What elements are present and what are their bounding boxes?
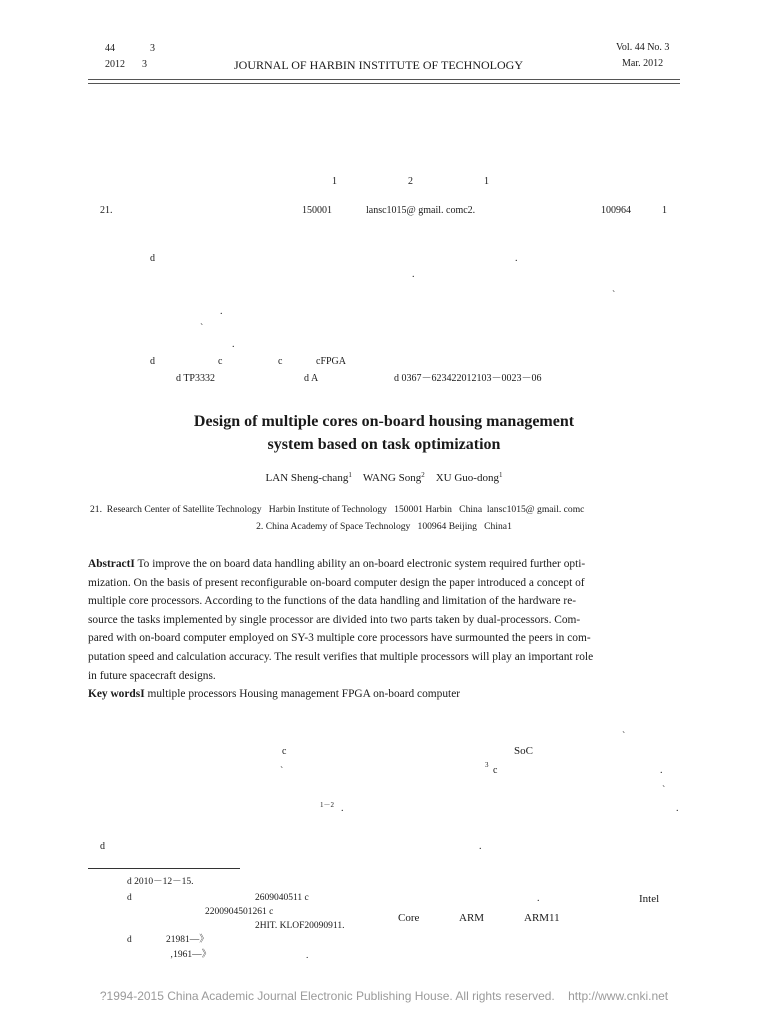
header-rule-top (88, 79, 680, 80)
footnote-author-year: 21981—》 (166, 935, 209, 945)
paper-title-line2: system based on task optimization (267, 436, 501, 453)
cn-keyword-frag: c (278, 356, 283, 367)
cn-keyword-frag: c (218, 356, 223, 367)
footnote-grant: 2200904501261 c (205, 907, 274, 917)
cn-abstract-frag: ` (612, 290, 616, 301)
right-col-frag: Intel (639, 893, 660, 905)
right-col-frag: . (537, 893, 540, 904)
affiliation-line1: 21. Research Center of Satellite Technology Harbin Institute of Technology 150001 Harbin China lansc1015@ gmail. comc (90, 504, 585, 515)
cn-abstract-frag: ` (200, 323, 204, 334)
body-frag: ` (662, 785, 666, 796)
cn-article-id: d 0367－623422012103－0023－06 (394, 373, 542, 384)
body-frag: ` (280, 766, 284, 777)
author-sup: 2 (421, 471, 425, 479)
body-frag: . (676, 803, 679, 814)
header-no: 3 (150, 43, 155, 54)
cn-doc-code: d A (304, 373, 319, 384)
cn-abstract-frag: . (515, 253, 518, 264)
author-line (0, 473, 768, 484)
body-frag: . (479, 841, 482, 852)
cn-keyword-frag: cFPGA (316, 356, 347, 367)
footnote-frag: d (127, 935, 132, 945)
body-frag: . (341, 803, 344, 814)
cn-affil-email: lansc1015@ gmail. comc2. (366, 205, 476, 216)
cn-author-sup: 1 (484, 176, 489, 187)
body-frag-sup: 3 (485, 761, 489, 769)
keywords-label: Key wordsI (88, 688, 145, 700)
cn-affil: 150001 (302, 205, 332, 216)
keywords-text: multiple processors Housing management FPGA on-board computer (147, 688, 461, 700)
cn-author-sup: 1 (332, 176, 337, 187)
cn-abstract-frag: d (150, 253, 155, 264)
body-frag: c (493, 765, 498, 776)
right-col-frag: Core (398, 912, 420, 924)
abstract-line: AbstractI To improve the on board data handling ability an on-board electronic system required further opti- (88, 558, 586, 570)
cn-abstract-frag: . (412, 269, 415, 280)
abstract (88, 555, 682, 685)
footnote-rule (88, 868, 240, 869)
header-vol-en: Vol. 44 No. 3 (616, 42, 670, 53)
abstract-line: multiple core processors. According to the functions of the data handling and limitation of the hardware re- (88, 595, 577, 608)
cn-abstract-frag: . (220, 306, 223, 317)
header-year: 2012 (105, 59, 125, 70)
footnote-grant: 2609040511 c (255, 893, 309, 903)
author-sup: 1 (498, 471, 503, 479)
body-frag: ` (622, 731, 626, 742)
copyright-footer: ?1994-2015 China Academic Journal Electronic Publishing House. All rights reserved. http://www.cnki.net (99, 989, 669, 1003)
abstract-line: mization. On the basis of present reconfigurable on-board computer design the paper introduced a concept of (88, 576, 585, 589)
abstract-line: source the tasks implemented by single processor are divided into two parts taken by dual-processors. Com- (88, 613, 581, 626)
abstract-line: in future spacecraft designs. (88, 669, 216, 682)
author-name: WANG Song (362, 472, 422, 484)
cn-class-number: d TP3332 (176, 373, 215, 384)
header-month: 3 (142, 59, 147, 70)
abstract-label: AbstractI (88, 558, 135, 570)
cn-affil: 21. (100, 205, 113, 216)
footnote-received: d 2010－12－15. (127, 877, 194, 887)
author-name: LAN Sheng-chang (265, 472, 349, 484)
body-frag: c (282, 746, 287, 757)
footnote-frag: d (127, 893, 132, 903)
journal-title: JOURNAL OF HARBIN INSTITUTE OF TECHNOLOGY (234, 58, 523, 72)
affiliation-line2: 2. China Academy of Space Technology 100964 Beijing China1 (256, 521, 512, 532)
footnote-author-year: ‚1961—》 (170, 950, 212, 960)
footnote-grant: 2HIT. KLOF20090911. (255, 921, 345, 931)
right-col-frag: ARM11 (524, 912, 560, 924)
header-rule-bottom (88, 83, 680, 84)
body-frag: . (660, 765, 663, 776)
abstract-line: putation speed and calculation accuracy. The result verifies that multiple processors will play an important role (88, 650, 594, 663)
cn-author-sup: 2 (408, 176, 413, 187)
body-frag: d (100, 841, 105, 852)
cn-abstract-frag: . (232, 339, 235, 350)
cn-affil: 100964 (601, 205, 631, 216)
author-sup: 1 (348, 471, 352, 479)
author-name: XU Guo-dong (435, 472, 499, 484)
cn-affil: 1 (662, 205, 667, 216)
right-col-frag: ARM (459, 912, 485, 924)
header-date-en: Mar. 2012 (622, 58, 664, 69)
header-vol: 44 (105, 43, 115, 54)
cn-keyword-frag: d (150, 356, 155, 367)
paper-title-line1: Design of multiple cores on-board housing management (193, 413, 575, 430)
keywords (88, 689, 460, 700)
abstract-line: pared with on-board computer employed on SY-3 multiple core processors have surmounted the peers in com- (88, 632, 591, 645)
footnote-frag: . (306, 951, 309, 961)
body-frag-sup: 1－2 (320, 801, 334, 809)
body-frag-soc: SoC (514, 745, 533, 757)
